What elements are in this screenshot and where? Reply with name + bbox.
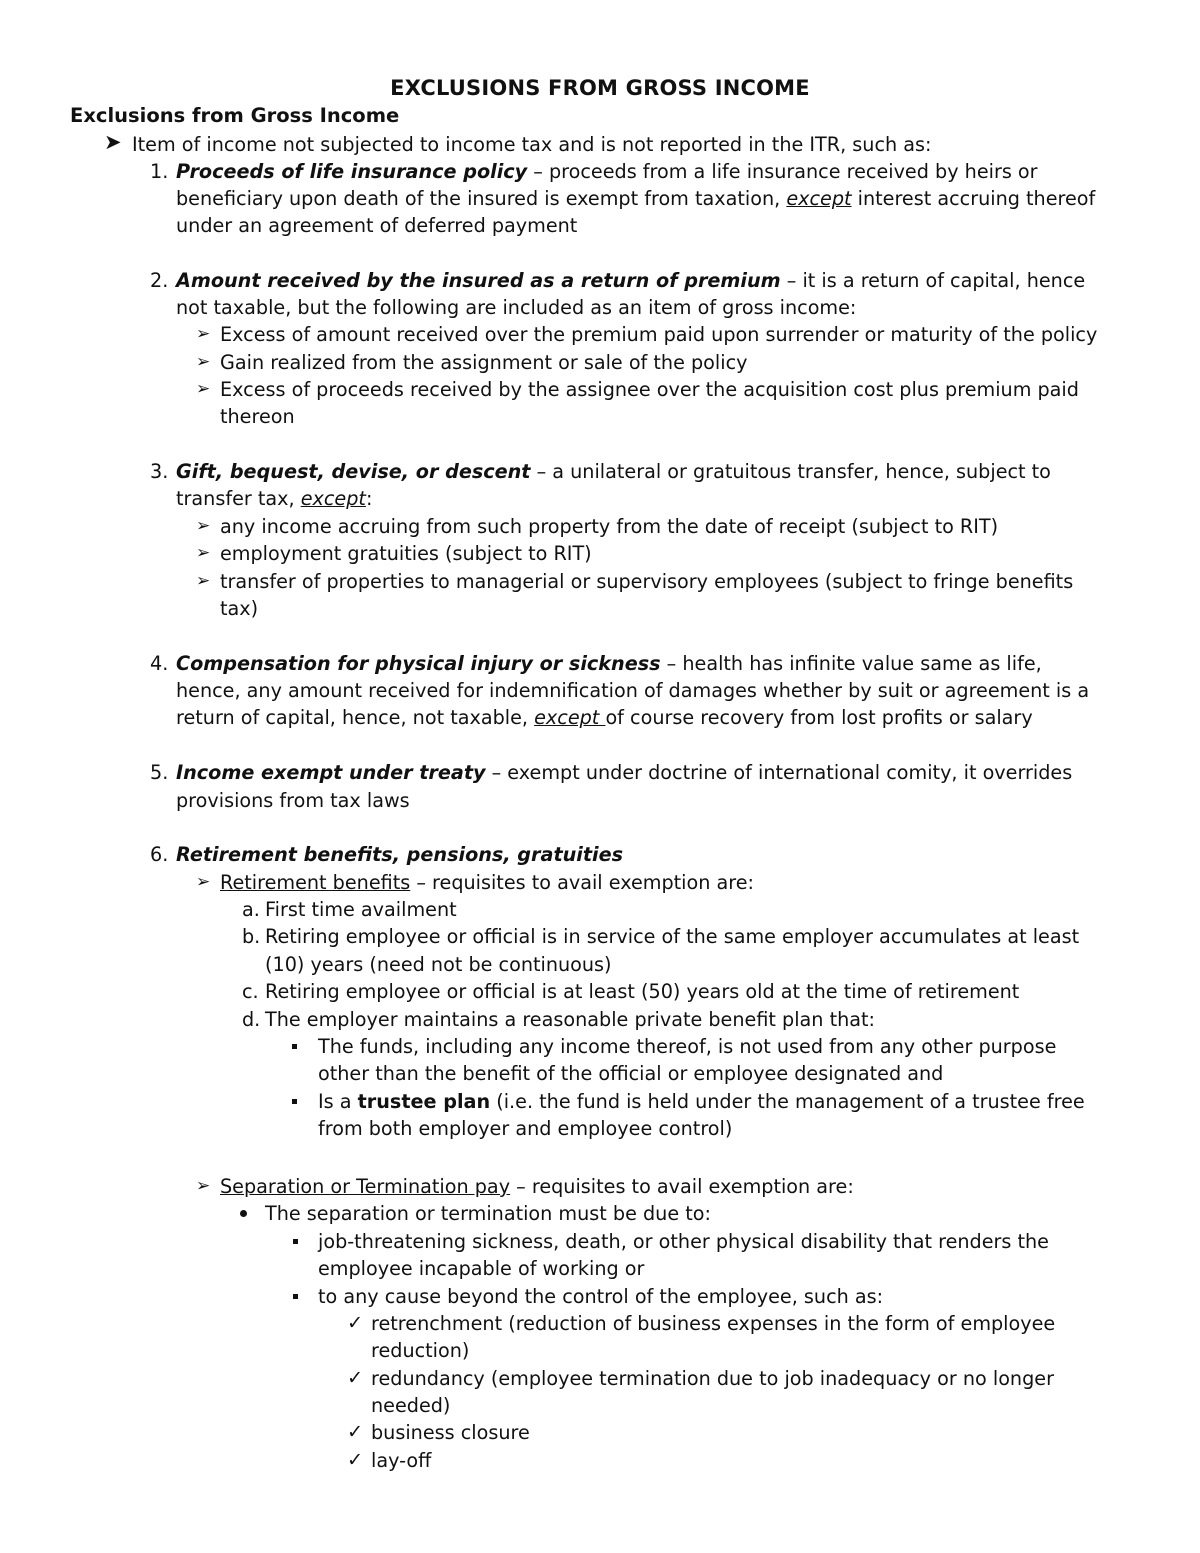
item-title: Compensation for physical injury or sickness [176,652,661,675]
req-text-cont: (10) years (need not be continuous) [265,953,612,976]
sub-item-cont: tax) [220,597,259,620]
intro-text: Item of income not subjected to income tax and is not reported in the ITR, such as: [132,133,932,156]
section-heading: Exclusions from Gross Income [70,104,400,127]
retirement-heading: Retirement benefits – requisites to avail exemption are: [220,871,754,894]
item-4-line-2: hence, any amount received for indemnification of damages whether by suit or agreement is a [176,679,1090,702]
check-icon: ✓ [347,1366,364,1389]
sub-item: employment gratuities (subject to RIT) [220,542,592,565]
check-item: lay-off [371,1449,432,1472]
item-2-line-2: not taxable, but the following are included as an item of gross income: [176,296,857,319]
sub-item: transfer of properties to managerial or supervisory employees (subject to fringe benefits [220,570,1074,593]
item-4-line-3: return of capital, hence, not taxable, except of course recovery from lost profits or salary [176,706,1033,729]
arrow-bullet-icon: ➢ [196,516,211,536]
arrow-bullet-icon: ➢ [196,872,211,892]
arrow-bullet-icon: ➢ [196,352,211,372]
req-text: Retiring employee or official is in service of the same employer accumulates at least [265,925,1080,948]
item-1-line-2: beneficiary upon death of the insured is exempt from taxation, except interest accruing thereof [176,187,1096,210]
check-icon: ✓ [347,1311,364,1334]
plan-text-cont: from both employer and employee control) [318,1117,733,1140]
item-title: Amount received by the insured as a return of premium [176,269,781,292]
square-bullet-icon [293,1294,298,1299]
sub-item: Gain realized from the assignment or sale of the policy [220,351,748,374]
cause-text: to any cause beyond the control of the employee, such as: [318,1285,884,1308]
arrow-bullet-icon: ➢ [196,571,211,591]
item-3-line-1: Gift, bequest, devise, or descent – a unilateral or gratuitous transfer, hence, subject to [176,460,1051,483]
except-text: except [300,487,366,510]
plan-text-cont: other than the benefit of the official or employee designated and [318,1062,944,1085]
check-item: business closure [371,1421,530,1444]
item-title: Proceeds of life insurance policy [176,160,528,183]
check-item: redundancy (employee termination due to job inadequacy or no longer [371,1367,1054,1390]
item-number: 1. [150,160,169,183]
arrow-bullet-icon: ➤ [104,130,122,154]
square-bullet-icon [292,1099,297,1104]
cause-text-cont: employee incapable of working or [318,1257,645,1280]
item-number: 4. [150,652,169,675]
req-letter: a. [242,898,260,921]
item-title: Income exempt under treaty [176,761,486,784]
except-text: except [534,706,606,729]
req-text: First time availment [265,898,457,921]
req-text: The employer maintains a reasonable private benefit plan that: [265,1008,875,1031]
arrow-bullet-icon: ➢ [196,543,211,563]
item-5-line-2: provisions from tax laws [176,789,410,812]
square-bullet-icon [293,1239,298,1244]
item-1-line-1: Proceeds of life insurance policy – proceeds from a life insurance received by heirs or [176,160,1038,183]
arrow-bullet-icon: ➢ [196,1176,211,1196]
sub-item: any income accruing from such property from the date of receipt (subject to RIT) [220,515,999,538]
item-5-line-1: Income exempt under treaty – exempt under doctrine of international comity, it overrides [176,761,1073,784]
except-text: except [786,187,852,210]
req-letter: d. [242,1008,261,1031]
arrow-bullet-icon: ➢ [196,324,211,344]
item-2-line-1: Amount received by the insured as a return of premium – it is a return of capital, hence [176,269,1086,292]
square-bullet-icon [292,1044,297,1049]
check-icon: ✓ [347,1448,364,1471]
item-title: Gift, bequest, devise, or descent [176,460,531,483]
separation-heading: Separation or Termination pay – requisites to avail exemption are: [220,1175,854,1198]
item-4-line-1: Compensation for physical injury or sickness – health has infinite value same as life, [176,652,1042,675]
item-number: 3. [150,460,169,483]
item-number: 2. [150,269,169,292]
check-item: retrenchment (reduction of business expenses in the form of employee [371,1312,1056,1335]
item-1-line-3: under an agreement of deferred payment [176,214,578,237]
sub-item: Excess of proceeds received by the assignee over the acquisition cost plus premium paid [220,378,1079,401]
check-item-cont: reduction) [371,1339,470,1362]
arrow-bullet-icon: ➢ [196,379,211,399]
req-letter: b. [242,925,261,948]
sub-item-cont: thereon [220,405,295,428]
separation-bullet: The separation or termination must be due to: [265,1202,711,1225]
req-text: Retiring employee or official is at least (50) years old at the time of retirement [265,980,1020,1003]
req-letter: c. [242,980,259,1003]
plan-text: Is a trustee plan (i.e. the fund is held under the management of a trustee free [318,1090,1085,1113]
item-3-line-2: transfer tax, except: [176,487,373,510]
item-number: 6. [150,843,169,866]
check-icon: ✓ [347,1420,364,1443]
page-title: EXCLUSIONS FROM GROSS INCOME [390,76,810,100]
round-bullet-icon [240,1210,247,1217]
check-item-cont: needed) [371,1394,451,1417]
plan-text: The funds, including any income thereof, is not used from any other purpose [318,1035,1057,1058]
cause-text: job-threatening sickness, death, or other physical disability that renders the [318,1230,1049,1253]
item-number: 5. [150,761,169,784]
item-title: Retirement benefits, pensions, gratuities [176,843,624,866]
sub-item: Excess of amount received over the premium paid upon surrender or maturity of the policy [220,323,1098,346]
